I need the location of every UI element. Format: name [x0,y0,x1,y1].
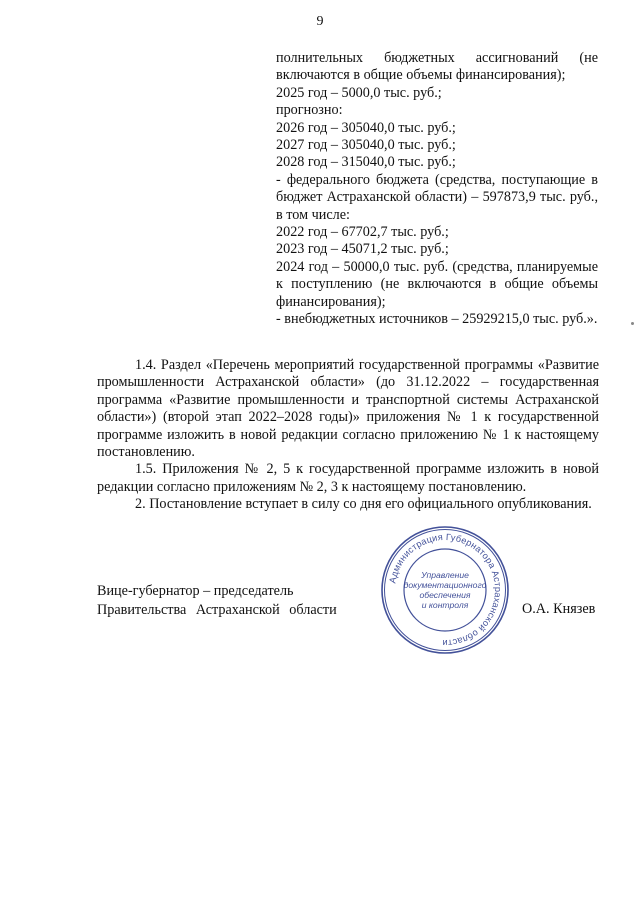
svg-text:Администрация Губернатора Астр: Администрация Губернатора Астраханской области [387,531,504,649]
paragraph-1-5: 1.5. Приложения № 2, 5 к государственной программе изложить в новой редакции согласно приложениям № 2, 3 к настоящему постановлению. [97,461,599,495]
budget-line: 2028 год – 315040,0 тыс. руб.; [276,154,456,171]
page-number: 9 [316,14,324,29]
stamp-center-line: документационного [403,580,487,590]
position-line-2: Правительства Астраханской области [97,602,337,618]
position-line-1: Вице-губернатор – председатель [97,583,294,599]
stamp-seal-icon [380,525,510,655]
stamp-center-line: и контроля [421,600,469,610]
paragraph-2: 2. Постановление вступает в силу со дня его официального опубликования. [135,496,592,513]
margin-mark [631,322,634,325]
stamp-center-line: Управление [421,570,469,580]
budget-line: 2027 год – 305040,0 тыс. руб.; [276,137,456,154]
main-text [97,357,599,514]
budget-line: полнительных бюджетных ассигнований (не включаются в общие объемы финансирования); [276,50,598,84]
stamp-center-line: обеспечения [419,590,471,600]
budget-continuation [276,50,598,329]
paragraph-1-4: 1.4. Раздел «Перечень мероприятий государственной программы «Развитие промышленности Астраханской области» (до 31.12.2022 – государственная программа «Развитие промышленности и транспортной системы Астраханской области») (второй этап 2022–2028 годы)» приложения № 1 к государственной программе изложить в новой редакции согласно приложению № 1 к настоящему постановлению. [97,357,599,461]
signatory-position [97,582,337,620]
budget-line: 2026 год – 305040,0 тыс. руб.; [276,119,456,136]
budget-line: - внебюджетных источников – 25929215,0 тыс. руб.». [276,311,598,328]
budget-line: 2023 год – 45071,2 тыс. руб.; [276,241,449,258]
budget-line: 2024 год – 50000,0 тыс. руб. (средства, планируемые к поступлению (не включаются в общие объемы финансирования); [276,258,598,310]
budget-line: 2022 год – 67702,7 тыс. руб.; [276,224,449,241]
budget-line: прогнозно: [276,102,343,119]
official-stamp [380,525,510,655]
budget-line: - федерального бюджета (средства, поступающие в бюджет Астраханской области) – 597873,9 тыс. руб., в том числе: [276,171,598,223]
signatory-name: О.А. Князев [522,601,596,617]
budget-line: 2025 год – 5000,0 тыс. руб.; [276,84,442,101]
